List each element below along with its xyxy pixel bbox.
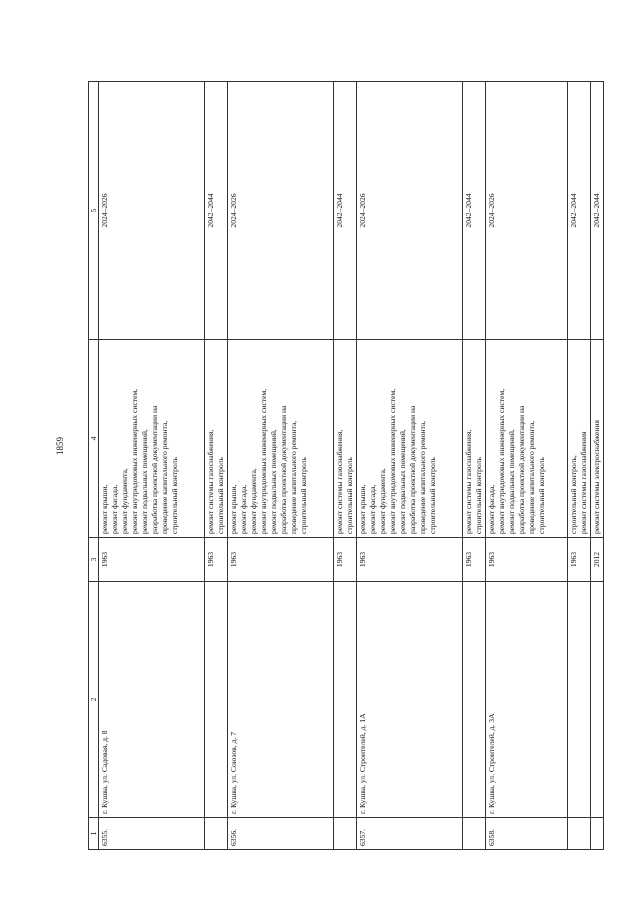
header-col-1: 1	[89, 818, 99, 850]
year-cell: 1963	[357, 538, 463, 582]
header-col-4: 4	[89, 340, 99, 538]
works-cell: ремонт системы электроснабжения	[591, 340, 604, 538]
page-number: 1859	[55, 437, 65, 455]
address-cell	[591, 582, 604, 818]
table-row	[591, 82, 604, 850]
header-row	[89, 82, 99, 850]
header-col-3: 3	[89, 538, 99, 582]
table-row	[334, 82, 357, 850]
address-cell: г. Кушва, ул. Союзов, д. 7	[228, 582, 334, 818]
address-cell	[568, 582, 591, 818]
row-number	[463, 818, 486, 850]
table-row	[99, 82, 205, 850]
row-number: 6355.	[99, 818, 205, 850]
row-number	[568, 818, 591, 850]
period-cell: 2042–2044	[568, 82, 591, 340]
row-number	[205, 818, 228, 850]
period-cell: 2024–2026	[486, 82, 568, 340]
table-row	[228, 82, 334, 850]
year-cell: 1963	[463, 538, 486, 582]
row-number: 6358.	[486, 818, 568, 850]
address-cell	[205, 582, 228, 818]
works-cell: ремонт крыши, ремонт фасада, ремонт фундамента, ремонт внутридомовых инженерных систем, ремонт подвальных помещений, разработка проектной документации на проведение капитального ремонта, строительный контроль	[99, 340, 205, 538]
year-cell: 1963	[334, 538, 357, 582]
table-row	[486, 82, 568, 850]
period-cell: 2042–2044	[205, 82, 228, 340]
period-cell: 2024–2026	[228, 82, 334, 340]
header-col-5: 5	[89, 82, 99, 340]
header-col-2: 2	[89, 582, 99, 818]
year-cell: 1963	[568, 538, 591, 582]
works-cell: ремонт фасада, ремонт внутридомовых инженерных систем, ремонт подвальных помещений, разработка проектной документации на проведение капитального ремонта, строительный контроль	[486, 340, 568, 538]
year-cell: 1963	[486, 538, 568, 582]
year-cell: 2012	[591, 538, 604, 582]
works-cell: ремонт крыши, ремонт фасада, ремонт фундамента, ремонт внутридомовых инженерных систем, ремонт подвальных помещений, разработка проектной документации на проведение капитального ремонта, строительный контроль	[357, 340, 463, 538]
year-cell: 1963	[228, 538, 334, 582]
row-number: 6356.	[228, 818, 334, 850]
period-cell: 2042–2044	[334, 82, 357, 340]
rotated-table-container	[88, 82, 601, 850]
works-cell: ремонт крыши, ремонт фасада, ремонт фундамента, ремонт внутридомовых инженерных систем, ремонт подвальных помещений, разработка проектной документации на проведение капитального ремонта, строительный контроль	[228, 340, 334, 538]
period-cell: 2042–2044	[463, 82, 486, 340]
works-cell: ремонт системы газоснабжения, строительный контроль	[205, 340, 228, 538]
address-cell: г. Кушва, ул. Строителей, д. 1А	[357, 582, 463, 818]
repair-schedule-table	[88, 81, 604, 850]
year-cell: 1963	[99, 538, 205, 582]
row-number	[334, 818, 357, 850]
table-row	[568, 82, 591, 850]
row-number: 6357.	[357, 818, 463, 850]
address-cell	[463, 582, 486, 818]
works-cell: ремонт системы газоснабжения, строительный контроль	[334, 340, 357, 538]
table-row	[357, 82, 463, 850]
works-cell: строительный контроль, ремонт системы газоснабжения	[568, 340, 591, 538]
year-cell: 1963	[205, 538, 228, 582]
table-row	[463, 82, 486, 850]
address-cell: г. Кушва, ул. Садовая, д. 8	[99, 582, 205, 818]
period-cell: 2024–2026	[99, 82, 205, 340]
period-cell: 2042–2044	[591, 82, 604, 340]
table-row	[205, 82, 228, 850]
row-number	[591, 818, 604, 850]
address-cell: г. Кушва, ул. Строителей, д. 3А	[486, 582, 568, 818]
address-cell	[334, 582, 357, 818]
period-cell: 2024–2026	[357, 82, 463, 340]
works-cell: ремонт системы газоснабжения, строительный контроль	[463, 340, 486, 538]
